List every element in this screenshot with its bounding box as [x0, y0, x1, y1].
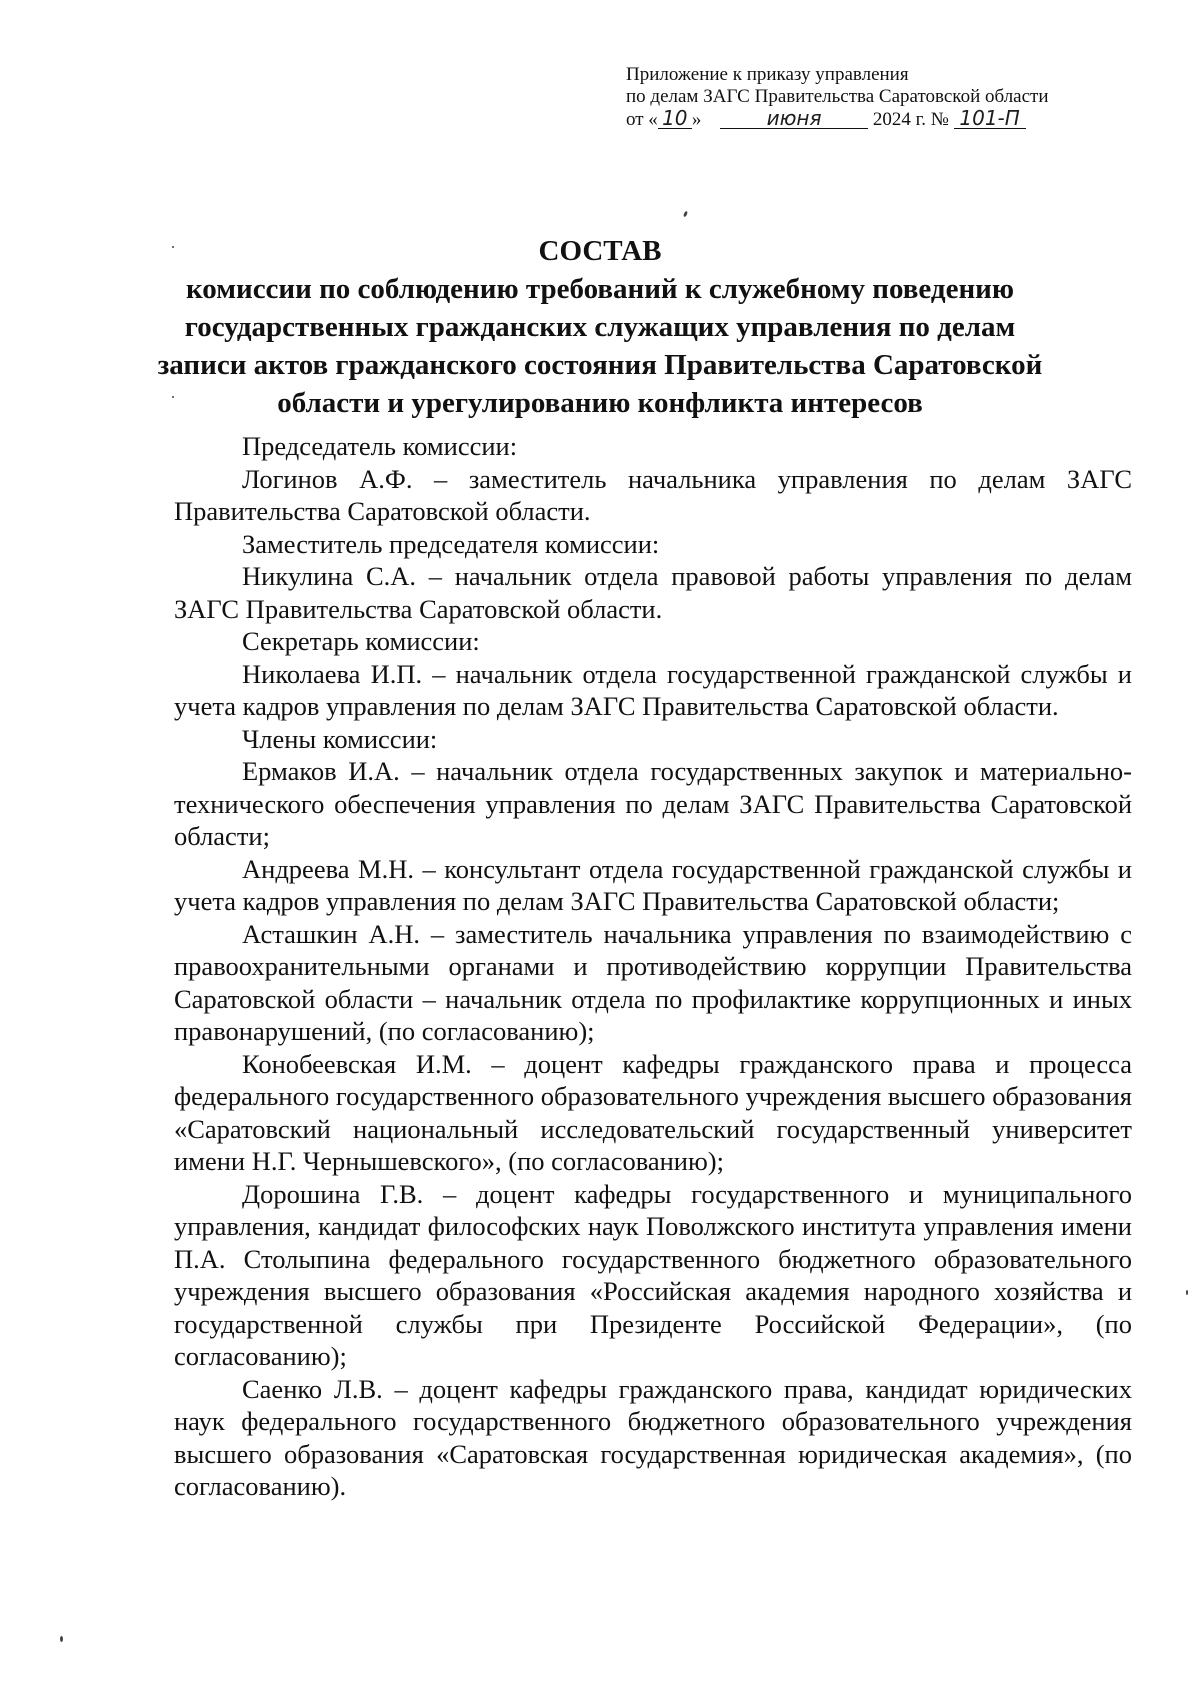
deputy-entry: Никулина С.А. – начальник отдела правовой работы управления по делам ЗАГС Правительства Саратовской области. [174, 561, 1132, 624]
quote-close: » [691, 109, 702, 130]
members-label: Члены комиссии: [242, 723, 438, 754]
member-entry: Асташкин А.Н. – заместитель начальника управления по взаимодействию с правоохранительными органами и противодействию коррупции Правительства Саратовской области – начальник отдела по профилактике коррупционных и иных правонарушений, (по согласованию); [174, 918, 1132, 1046]
document-title [150, 232, 1050, 422]
scan-speck [1186, 1290, 1188, 1295]
secretary-label: Секретарь комиссии: [242, 626, 480, 656]
scan-speck [172, 396, 174, 398]
deputy-label: Заместитель председателя комиссии: [242, 528, 660, 559]
title-line-4: области и урегулированию конфликта интересов [277, 387, 923, 419]
secretary-entry: Николаева И.П. – начальник отдела государственной гражданской службы и учета кадров управления по делам ЗАГС Правительства Саратовской области. [174, 658, 1132, 721]
title-line-2: государственных гражданских служащих управления по делам [184, 311, 1016, 343]
handwritten-number: 101-П [954, 108, 1026, 129]
handwritten-month: июня [720, 108, 868, 129]
member-entry: Дорошина Г.В. – доцент кафедры государственного и муниципального управления, кандидат философских наук Поволжского института управления имени П.А. Столыпина федерального государственного бюджетного образовательного учреждения высшего образования «Российская академия народного хозяйства и государственной службы при Президенте Российской Федерации», (по согласованию); [174, 1178, 1132, 1371]
chairman-entry: Логинов А.Ф. – заместитель начальника управления по делам ЗАГС Правительства Саратовской области. [174, 463, 1132, 526]
scan-speck [172, 246, 174, 248]
scan-speck [683, 211, 688, 218]
commission-body [174, 430, 1132, 1503]
title-line-3: записи актов гражданского состояния Правительства Саратовской [157, 349, 1043, 381]
appendix-header [626, 64, 1096, 131]
title-line-1: комиссии по соблюдению требований к служебному поведению [185, 273, 1015, 305]
member-entry: Саенко Л.В. – доцент кафедры гражданского права, кандидат юридических наук федерального государственного бюджетного образовательного учреждения высшего образования «Саратовская государственная юридическая академия», (по согласованию). [174, 1373, 1132, 1501]
handwritten-day: 10 [658, 108, 692, 129]
member-entry: Конобеевская И.М. – доцент кафедры гражданского права и процесса федерального государственного образовательного учреждения высшего образования «Саратовский национальный исследовательский государственный университет имени Н.Г. Чернышевского», (по согласованию); [174, 1048, 1132, 1176]
chairman-label: Председатель комиссии: [242, 431, 518, 461]
member-entry: Ермаков И.А. – начальник отдела государственных закупок и материально-технического обеспечения управления по делам ЗАГС Правительства Саратовской области; [174, 756, 1132, 851]
member-entry: Андреева М.Н. – консультант отдела государственной гражданской службы и учета кадров управления по делам ЗАГС Правительства Саратовской области; [174, 853, 1132, 916]
from-prefix: от « [626, 109, 658, 130]
title-heading: СОСТАВ [538, 235, 662, 267]
appendix-line-1: Приложение к приказу управления [626, 64, 909, 85]
appendix-date-line [626, 108, 1096, 131]
year-text: 2024 г. № [872, 109, 949, 130]
appendix-line-2: по делам ЗАГС Правительства Саратовской области [626, 86, 1049, 107]
scan-speck [60, 1636, 63, 1642]
